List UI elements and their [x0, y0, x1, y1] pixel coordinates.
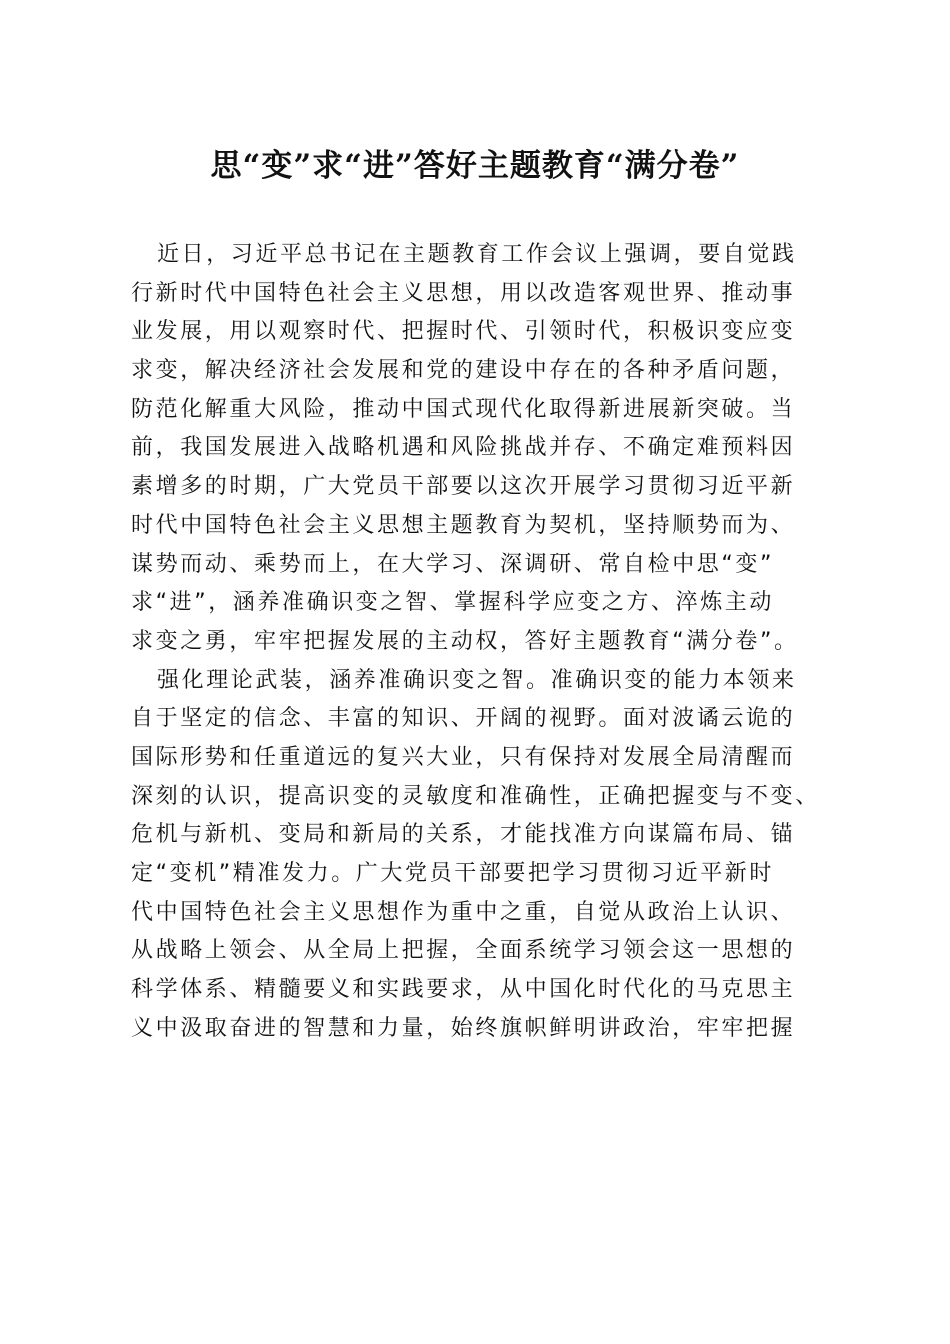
- text-line: 求“进”，涵养准确识变之智、掌握科学应变之方、淬炼主动: [131, 590, 774, 616]
- text-line: 时代中国特色社会主义思想主题教育为契机，坚持顺势而为、: [131, 512, 796, 538]
- text-line: 谋势而动、乘势而上，在大学习、深调研、常自检中思“变”: [131, 551, 774, 577]
- text-line: 义中汲取奋进的智慧和力量，始终旗帜鲜明讲政治，牢牢把握: [131, 1015, 796, 1041]
- document-body: [131, 236, 831, 1048]
- text-line: 强化理论武装，涵养准确识变之智。准确识变的能力本领来: [157, 667, 797, 693]
- text-line: 从战略上领会、从全局上把握，全面系统学习领会这一思想的: [131, 938, 796, 964]
- text-line: 深刻的认识，提高识变的灵敏度和准确性，正确把握变与不变、: [131, 783, 820, 809]
- text-line: 危机与新机、变局和新局的关系，才能找准方向谋篇布局、锚: [131, 822, 796, 848]
- text-line: 前，我国发展进入战略机遇和风险挑战并存、不确定难预料因: [131, 435, 796, 461]
- text-line: 定“变机”精准发力。广大党员干部要把学习贯彻习近平新时: [131, 861, 774, 886]
- text-line: 自于坚定的信念、丰富的知识、开阔的视野。面对波谲云诡的: [131, 706, 796, 732]
- text-line: 求变，解决经济社会发展和党的建设中存在的各种矛盾问题，: [131, 358, 796, 384]
- document-title: 思“变”求“进”答好主题教育“满分卷”: [210, 148, 740, 184]
- paragraph: [131, 662, 831, 1049]
- text-line: 素增多的时期，广大党员干部要以这次开展学习贯彻习近平新: [131, 474, 796, 500]
- text-line: 国际形势和任重道远的复兴大业，只有保持对发展全局清醒而: [131, 744, 796, 770]
- text-line: 求变之勇，牢牢把握发展的主动权，答好主题教育“满分卷”。: [131, 628, 799, 654]
- text-line: 近日，习近平总书记在主题教育工作会议上强调，要自觉践: [157, 242, 797, 267]
- text-line: 代中国特色社会主义思想作为重中之重，自觉从政治上认识、: [131, 899, 796, 925]
- paragraph: [131, 236, 831, 662]
- text-line: 业发展，用以观察时代、把握时代、引领时代，积极识变应变: [131, 319, 796, 345]
- text-line: 科学体系、精髓要义和实践要求，从中国化时代化的马克思主: [131, 977, 796, 1003]
- text-line: 防范化解重大风险，推动中国式现代化取得新进展新突破。当: [131, 396, 796, 422]
- text-line: 行新时代中国特色社会主义思想，用以改造客观世界、推动事: [131, 280, 796, 306]
